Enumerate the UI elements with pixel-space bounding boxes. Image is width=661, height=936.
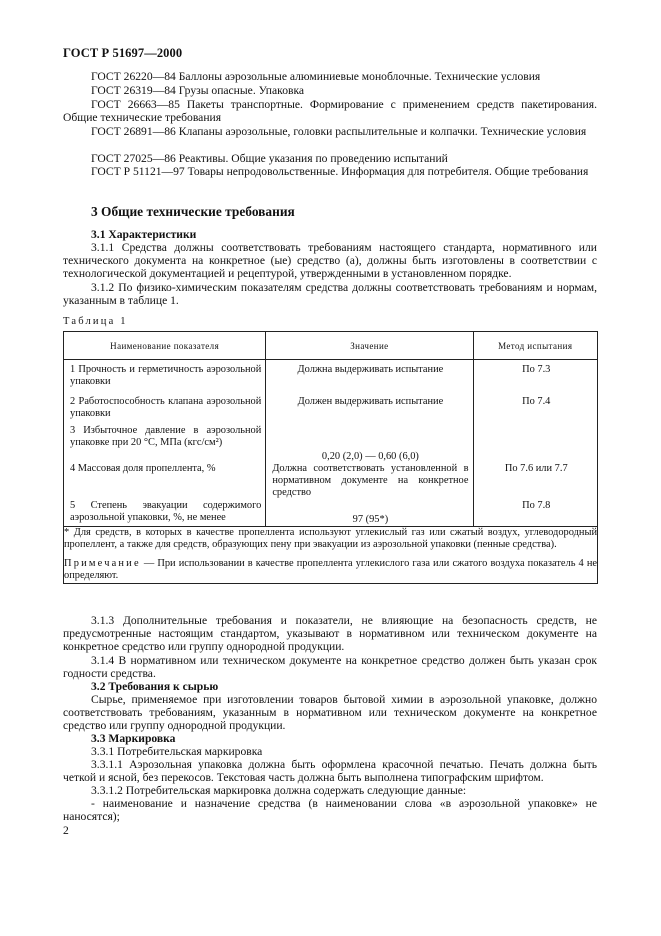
table-caption: Таблица 1	[63, 316, 128, 327]
reference-gost-51121: ГОСТ Р 51121—97 Товары непродовольственные. Информация для потребителя. Общие требования	[91, 165, 589, 178]
row-1-method: По 7.3	[522, 364, 551, 375]
row-4-name: 4 Массовая доля пропеллента, %	[70, 463, 216, 474]
column-header-name: Наименование показателя	[64, 332, 266, 360]
row-2-name: 2 Работоспособность клапана аэрозольной упаковки	[70, 396, 262, 419]
bullet-item-1: - наименование и назначение средства (в наименовании слова «в аэрозольной упаковке» не наносятся);	[63, 797, 597, 824]
row-5-value: 97 (95*)	[352, 514, 389, 525]
section-3-title: 3 Общие технические требования	[91, 204, 295, 219]
row-4-value: Должна соответствовать установленной в нормативном документе на конкретное средство	[272, 463, 469, 498]
row-1-name: 1 Прочность и герметичность аэрозольной упаковки	[70, 364, 262, 387]
paragraph-3-1-3: 3.1.3 Дополнительные требования и показатели, не влияющие на безопасность средств, не предусмотренные настоящим стандартом, указывают в нормативном или техническом документе на конкретное средство или группу однородной продукции.	[63, 614, 597, 654]
note-label: Примечание	[64, 557, 141, 569]
row-1-value: Должна выдерживать испытание	[297, 364, 444, 375]
page-number: 2	[63, 824, 69, 837]
table-footnote: * Для средств, в которых в качестве пропеллента используют углекислый газ или сжатый воздух, углеводородный пропеллент, а также для средств, образующих пену при эвакуации из аэрозольной упаковки (пенные средства).	[64, 527, 597, 551]
reference-gost-27025: ГОСТ 27025—86 Реактивы. Общие указания по проведению испытаний	[91, 152, 448, 165]
row-2-method: По 7.4	[522, 396, 551, 407]
paragraph-3-1-1: 3.1.1 Средства должны соответствовать требованиям настоящего стандарта, нормативного или технического документа на конкретное (ые) средство (а), должны быть изготовлены в соответствии с технологической документацией и рецептурой, утвержденными в установленном порядке.	[63, 241, 597, 281]
table-note	[64, 558, 597, 583]
table-row	[64, 360, 598, 527]
reference-gost-26319: ГОСТ 26319—84 Грузы опасные. Упаковка	[91, 84, 305, 97]
paragraph-3-3-1-2: 3.3.1.2 Потребительская маркировка должна содержать следующие данные:	[91, 784, 467, 797]
reference-gost-26891: ГОСТ 26891—86 Клапаны аэрозольные, головки распылительные и колпачки. Технические условия	[91, 125, 587, 138]
row-5-name: 5 Степень эвакуации содержимого аэрозольной упаковки, %, не менее	[70, 500, 262, 523]
paragraph-3-2: Сырье, применяемое при изготовлении товаров бытовой химии в аэрозольной упаковке, должно соответствовать требованиям, указанным в нормативном или техническом документе на конкретное средство или группу однородной продукции.	[63, 693, 597, 733]
subsection-3-3-title: 3.3 Маркировка	[91, 732, 176, 745]
row-3-name: 3 Избыточное давление в аэрозольной упаковке при 20 °С, МПа (кгс/см²)	[70, 425, 262, 448]
subsection-3-1-title: 3.1 Характеристики	[91, 228, 197, 241]
column-header-value: Значение	[266, 332, 473, 360]
row-3-method	[474, 425, 598, 463]
paragraph-3-1-4: 3.1.4 В нормативном или техническом документе на конкретное средство должен быть указан срок годности средства.	[63, 654, 597, 681]
document-id-header: ГОСТ Р 51697—2000	[63, 46, 183, 60]
column-header-method: Метод испытания	[473, 332, 598, 360]
table-notes-row	[64, 527, 598, 584]
paragraph-3-3-1: 3.3.1 Потребительская маркировка	[91, 745, 263, 758]
table-header-row	[64, 332, 598, 360]
row-2-value: Должен выдерживать испытание	[297, 396, 444, 407]
row-3-value: 0,20 (2,0) — 0,60 (6,0)	[321, 451, 419, 462]
subsection-3-2-title: 3.2 Требования к сырью	[91, 680, 219, 693]
note-text: — При использовании в качестве пропеллента углекислого газа или сжатого воздуха показатель 4 не определяют.	[64, 557, 597, 582]
table-1	[63, 331, 598, 584]
reference-gost-26663: ГОСТ 26663—85 Пакеты транспортные. Формирование с применением средств пакетирования. Общие технические требования	[63, 98, 597, 125]
reference-gost-26220: ГОСТ 26220—84 Баллоны аэрозольные алюминиевые моноблочные. Технические условия	[91, 70, 541, 83]
paragraph-3-3-1-1: 3.3.1.1 Аэрозольная упаковка должна быть оформлена красочной печатью. Печать должна быть четкой и ясной, без перекосов. Текстовая часть должна быть выполнена типографским шрифтом.	[63, 758, 597, 785]
paragraph-3-1-2: 3.1.2 По физико-химическим показателям средства должны соответствовать требованиям и нормам, указанным в таблице 1.	[63, 281, 597, 308]
row-4-method: По 7.6 или 7.7	[504, 463, 568, 474]
row-5-method: По 7.8	[522, 500, 551, 511]
